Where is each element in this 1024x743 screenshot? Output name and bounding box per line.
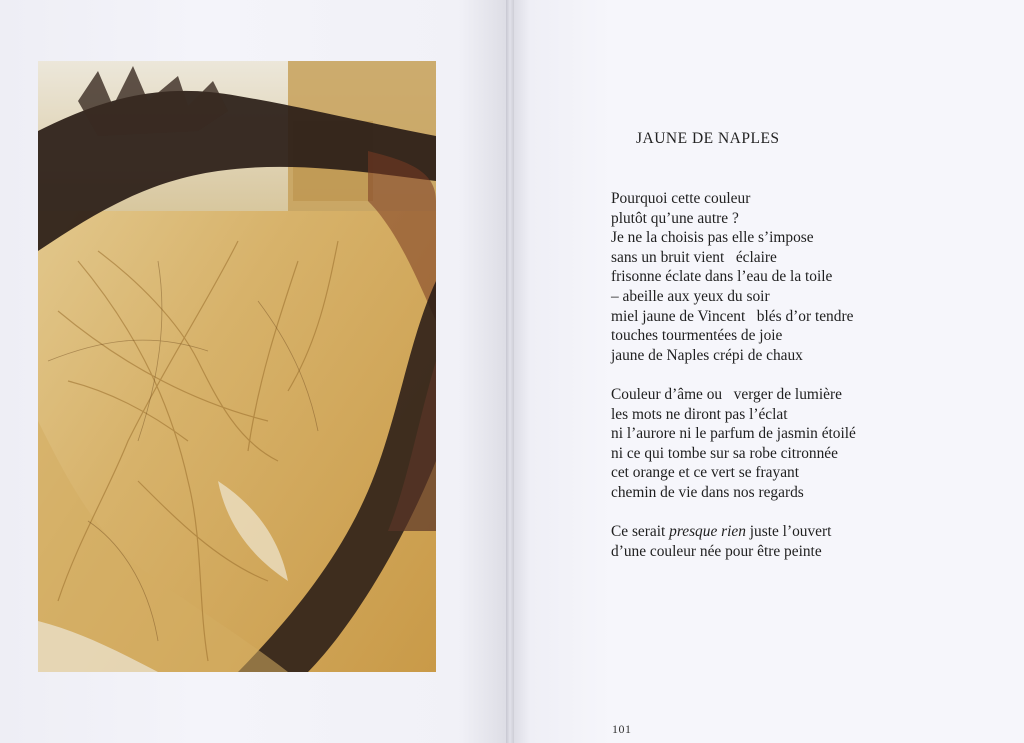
- poem-line: ni ce qui tombe sur sa robe citronnée: [611, 444, 838, 462]
- poem-line: jaune de Naples crépi de chaux: [611, 346, 803, 364]
- poem-emphasis: presque rien: [669, 523, 746, 540]
- poem-line: – abeille aux yeux du soir: [611, 287, 770, 305]
- poem-text: juste l’ouvert: [745, 523, 832, 540]
- poem-line: frisonne éclate dans l’eau de la toile: [611, 268, 833, 286]
- poem-line: les mots ne diront pas l’éclat: [611, 405, 788, 423]
- poem-stanza: [611, 385, 856, 503]
- poem-line: sans un bruit vient éclaire: [611, 248, 777, 266]
- poem-line: Je ne la choisis pas elle s’impose: [611, 229, 814, 247]
- poem-line: touches tourmentées de joie: [611, 327, 783, 345]
- poem-stanza: [611, 522, 831, 561]
- poem-line: plutôt qu’une autre ?: [611, 209, 739, 227]
- poem-line: [611, 522, 831, 542]
- page-number: 101: [612, 722, 632, 736]
- poem-line: Pourquoi cette couleur: [611, 190, 751, 207]
- right-page: [510, 0, 1024, 743]
- poem-line: chemin de vie dans nos regards: [611, 483, 804, 501]
- poem-line: cet orange et ce vert se frayant: [611, 464, 799, 482]
- poem-line: miel jaune de Vincent blés d’or tendre: [611, 307, 854, 325]
- poem-line: d’une couleur née pour être peinte: [611, 542, 822, 560]
- book-gutter: [506, 0, 514, 743]
- poem-stanza: [611, 189, 853, 365]
- poem-line: ni l’aurore ni le parfum de jasmin étoilé: [611, 425, 856, 443]
- poem-text: Ce serait: [611, 523, 670, 540]
- left-page: [0, 0, 510, 743]
- poem-line: Couleur d’âme ou verger de lumière: [611, 386, 842, 403]
- abstract-painting: [38, 61, 436, 672]
- poem-title: JAUNE DE NAPLES: [636, 130, 780, 147]
